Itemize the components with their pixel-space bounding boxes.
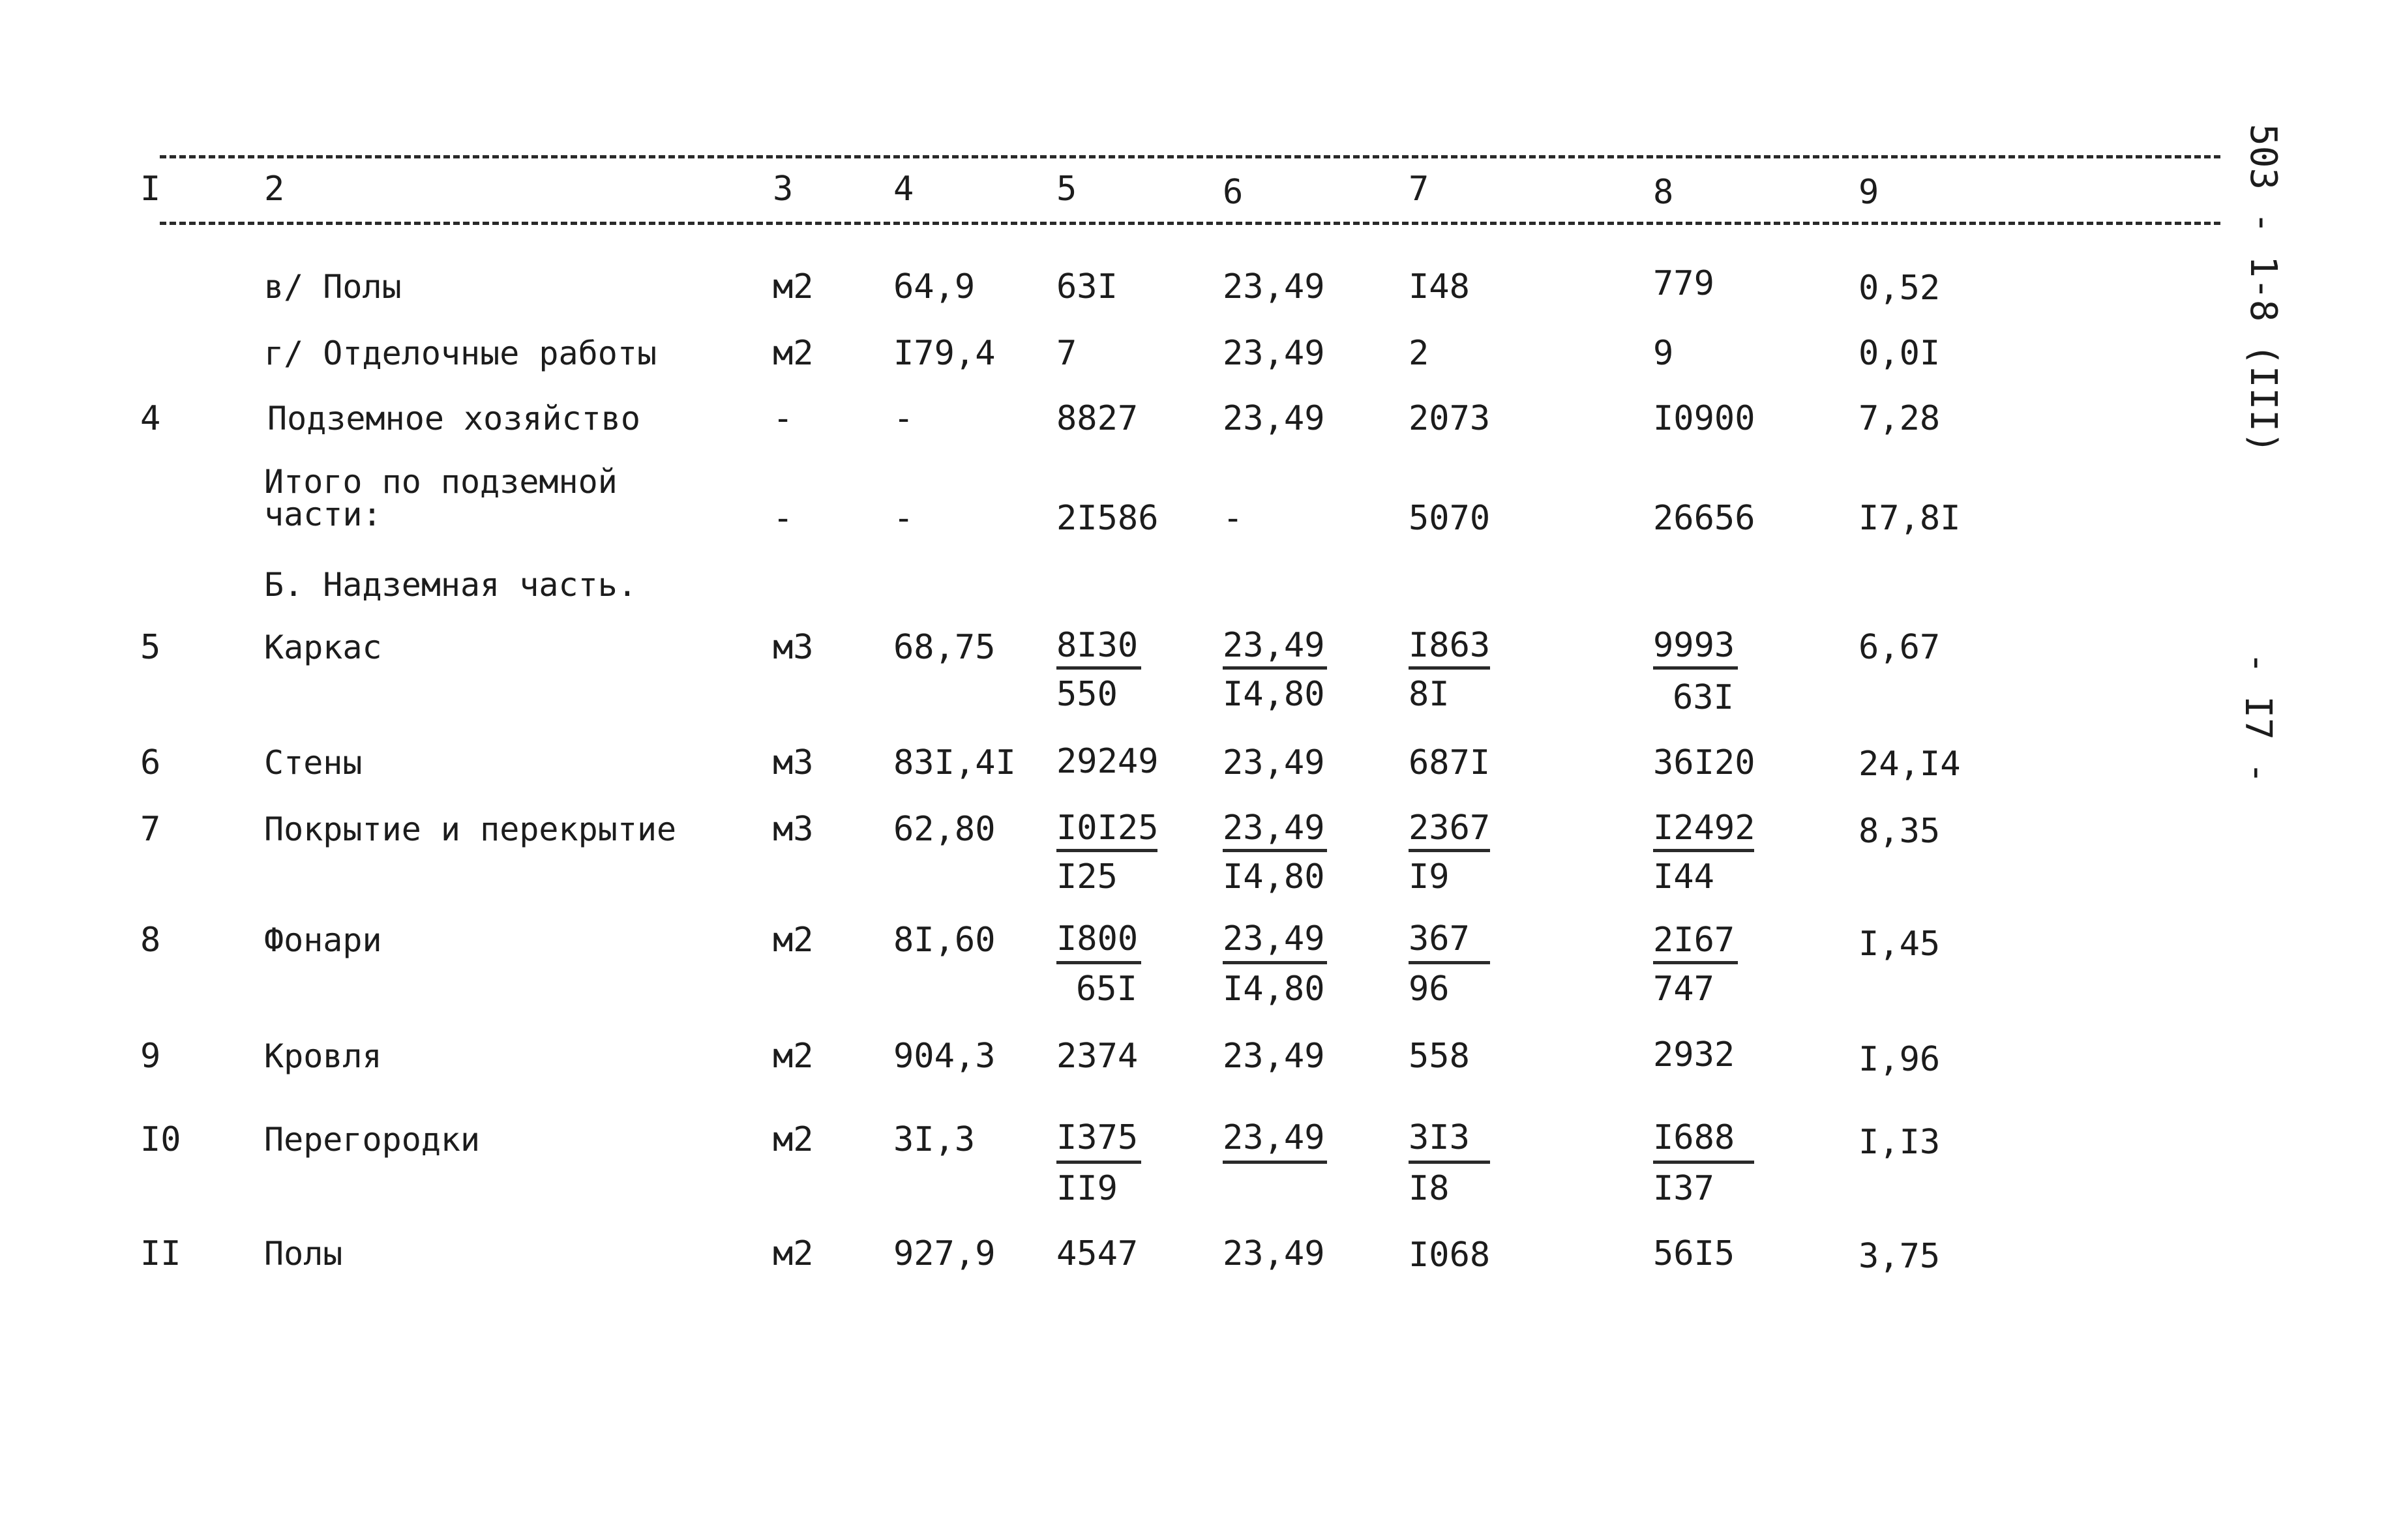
page-marker: - I7 - bbox=[2237, 652, 2279, 784]
row-unit: м2 bbox=[773, 921, 814, 960]
row-col6-numerator: 23,49 bbox=[1223, 919, 1325, 958]
row-name-line2: части: bbox=[264, 496, 382, 533]
fraction-bar bbox=[1409, 1161, 1490, 1164]
row-col7: 5070 bbox=[1409, 499, 1491, 538]
row-name: Покрытие и перекрытие bbox=[264, 810, 677, 848]
row-unit: м3 bbox=[773, 810, 814, 849]
row-col5: 63I bbox=[1056, 267, 1118, 306]
row-col5-denominator: I25 bbox=[1056, 857, 1118, 896]
row-col8-denominator: I37 bbox=[1653, 1169, 1714, 1208]
row-col7: 558 bbox=[1409, 1037, 1470, 1076]
row-col6: 23,49 bbox=[1223, 1118, 1325, 1157]
row-col5-numerator: I0I25 bbox=[1056, 808, 1159, 848]
row-col6-numerator: 23,49 bbox=[1223, 808, 1325, 848]
row-col5: 29249 bbox=[1056, 742, 1159, 781]
row-col7-denominator: I9 bbox=[1409, 857, 1450, 896]
row-col8-numerator: 9993 bbox=[1653, 626, 1735, 665]
row-col6: 23,49 bbox=[1223, 743, 1325, 782]
row-unit: м3 bbox=[773, 743, 814, 782]
row-col9: 0,52 bbox=[1858, 269, 1941, 308]
row-unit: м2 bbox=[773, 1234, 814, 1273]
row-unit: - bbox=[773, 499, 794, 538]
row-name: Полы bbox=[264, 1235, 343, 1273]
fraction-bar bbox=[1056, 666, 1141, 670]
header-col-2: 2 bbox=[264, 170, 285, 209]
row-col8: 2932 bbox=[1653, 1035, 1735, 1074]
row-col6-numerator: 23,49 bbox=[1223, 626, 1325, 665]
row-col7-denominator: 8I bbox=[1409, 675, 1450, 714]
row-quantity: - bbox=[893, 499, 914, 538]
row-quantity: 64,9 bbox=[893, 267, 976, 306]
fraction-bar bbox=[1409, 849, 1490, 852]
row-number: 7 bbox=[140, 810, 161, 849]
fraction-bar bbox=[1409, 961, 1490, 964]
fraction-bar bbox=[1653, 849, 1754, 852]
row-col7: I48 bbox=[1409, 267, 1470, 306]
row-col6: 23,49 bbox=[1223, 399, 1325, 438]
row-col9: I,45 bbox=[1858, 925, 1941, 964]
row-quantity: 83I,4I bbox=[893, 743, 1016, 782]
row-col6: 23,49 bbox=[1223, 267, 1325, 306]
row-col9: I,96 bbox=[1858, 1040, 1941, 1079]
row-col8-numerator: I2492 bbox=[1653, 808, 1755, 848]
row-name: Каркас bbox=[264, 629, 382, 666]
row-number: I0 bbox=[140, 1120, 181, 1159]
fraction-bar bbox=[1223, 849, 1327, 852]
row-col7: 687I bbox=[1409, 743, 1491, 782]
row-col8-numerator: 2I67 bbox=[1653, 921, 1735, 960]
header-col-6: 6 bbox=[1223, 173, 1244, 212]
row-quantity: - bbox=[893, 399, 914, 438]
row-col7-numerator: 3I3 bbox=[1409, 1118, 1470, 1157]
row-col8-denominator: 63I bbox=[1673, 678, 1734, 717]
row-col8: 779 bbox=[1653, 264, 1714, 303]
row-col7: I068 bbox=[1409, 1236, 1491, 1275]
document-code-side: 503 - 1-8 (III) bbox=[2242, 124, 2284, 454]
row-col7-denominator: 96 bbox=[1409, 970, 1450, 1009]
row-number: 6 bbox=[140, 743, 161, 782]
header-col-8: 8 bbox=[1653, 173, 1674, 212]
row-quantity: 62,80 bbox=[893, 810, 996, 849]
fraction-bar bbox=[1223, 1161, 1327, 1164]
row-col6: 23,49 bbox=[1223, 1037, 1325, 1076]
header-col-4: 4 bbox=[893, 170, 914, 209]
row-col5-denominator: 65I bbox=[1076, 970, 1137, 1009]
row-col5: 4547 bbox=[1056, 1234, 1139, 1273]
row-unit: м2 bbox=[773, 1037, 814, 1076]
row-quantity: 3I,3 bbox=[893, 1120, 976, 1159]
row-quantity: I79,4 bbox=[893, 334, 996, 373]
row-col9: 8,35 bbox=[1858, 812, 1941, 851]
fraction-bar bbox=[1653, 961, 1738, 964]
row-quantity: 8I,60 bbox=[893, 921, 996, 960]
fraction-bar bbox=[1056, 849, 1157, 852]
row-col5-denominator: II9 bbox=[1056, 1169, 1118, 1208]
row-col5-numerator: I800 bbox=[1056, 919, 1139, 958]
row-col5: 2374 bbox=[1056, 1037, 1139, 1076]
row-number: 9 bbox=[140, 1037, 161, 1076]
header-col-9: 9 bbox=[1858, 173, 1879, 212]
header-bottom-rule bbox=[160, 222, 2220, 225]
row-col8: 9 bbox=[1653, 334, 1674, 373]
row-name: Подземное хозяйство bbox=[267, 400, 640, 437]
row-col8: 36I20 bbox=[1653, 743, 1755, 782]
row-col6: 23,49 bbox=[1223, 334, 1325, 373]
row-unit: м2 bbox=[773, 267, 814, 306]
fraction-bar bbox=[1223, 961, 1327, 964]
row-quantity: 904,3 bbox=[893, 1037, 996, 1076]
row-col9: I7,8I bbox=[1858, 499, 1961, 538]
row-unit: - bbox=[773, 399, 794, 438]
header-top-rule bbox=[160, 155, 2220, 158]
fraction-bar bbox=[1056, 1161, 1141, 1164]
row-col5-numerator: 8I30 bbox=[1056, 626, 1139, 665]
row-col7: 2 bbox=[1409, 334, 1429, 373]
row-col7: 2073 bbox=[1409, 399, 1491, 438]
row-col5: 7 bbox=[1056, 334, 1077, 373]
row-number: 5 bbox=[140, 628, 161, 667]
row-quantity: 927,9 bbox=[893, 1234, 996, 1273]
row-col5: 2I586 bbox=[1056, 499, 1159, 538]
row-name-line1: Итого по подземной bbox=[264, 463, 618, 501]
row-col6: 23,49 bbox=[1223, 1234, 1325, 1273]
section-heading: Б. Надземная часть. bbox=[264, 566, 637, 604]
row-col7-numerator: 2367 bbox=[1409, 808, 1491, 848]
row-number: 8 bbox=[140, 921, 161, 960]
row-col8: I0900 bbox=[1653, 399, 1755, 438]
row-col6: - bbox=[1223, 499, 1244, 538]
fraction-bar bbox=[1056, 961, 1141, 964]
row-name: Стены bbox=[264, 744, 363, 782]
row-col7-numerator: I863 bbox=[1409, 626, 1491, 665]
row-col8: 26656 bbox=[1653, 499, 1755, 538]
fraction-bar bbox=[1653, 1161, 1754, 1164]
row-col8: 56I5 bbox=[1653, 1234, 1735, 1273]
row-unit: м2 bbox=[773, 1120, 814, 1159]
row-col7-denominator: I8 bbox=[1409, 1169, 1450, 1208]
row-name: Кровля bbox=[264, 1037, 382, 1075]
fraction-bar bbox=[1409, 666, 1490, 670]
row-col9: I,I3 bbox=[1858, 1123, 1941, 1162]
row-number: 4 bbox=[140, 399, 161, 438]
row-col9: 3,75 bbox=[1858, 1237, 1941, 1276]
row-col5: 8827 bbox=[1056, 399, 1139, 438]
fraction-bar bbox=[1653, 666, 1738, 670]
row-name: в/ Полы bbox=[264, 268, 402, 306]
row-col7-numerator: 367 bbox=[1409, 919, 1470, 958]
row-unit: м3 bbox=[773, 628, 814, 667]
row-col8-numerator: I688 bbox=[1653, 1118, 1735, 1157]
row-col6-denominator: I4,80 bbox=[1223, 675, 1325, 714]
header-col-1: I bbox=[140, 170, 161, 209]
header-col-5: 5 bbox=[1056, 170, 1077, 209]
row-col5-numerator: I375 bbox=[1056, 1118, 1139, 1157]
fraction-bar bbox=[1223, 666, 1327, 670]
row-col8-denominator: 747 bbox=[1653, 970, 1714, 1009]
row-col9: 24,I4 bbox=[1858, 745, 1961, 784]
row-col9: 0,0I bbox=[1858, 334, 1941, 373]
row-name: Фонари bbox=[264, 921, 382, 959]
row-name: Перегородки bbox=[264, 1121, 481, 1159]
row-name: г/ Отделочные работы bbox=[264, 334, 657, 372]
row-col9: 7,28 bbox=[1858, 399, 1941, 438]
row-col6-denominator: I4,80 bbox=[1223, 970, 1325, 1009]
row-col5-denominator: 550 bbox=[1056, 675, 1118, 714]
row-quantity: 68,75 bbox=[893, 628, 996, 667]
row-col6-denominator: I4,80 bbox=[1223, 857, 1325, 896]
header-col-3: 3 bbox=[773, 170, 794, 209]
row-col8-denominator: I44 bbox=[1653, 857, 1714, 896]
row-col9: 6,67 bbox=[1858, 628, 1941, 667]
header-col-7: 7 bbox=[1409, 170, 1429, 209]
row-number: II bbox=[140, 1234, 181, 1273]
row-unit: м2 bbox=[773, 334, 814, 373]
